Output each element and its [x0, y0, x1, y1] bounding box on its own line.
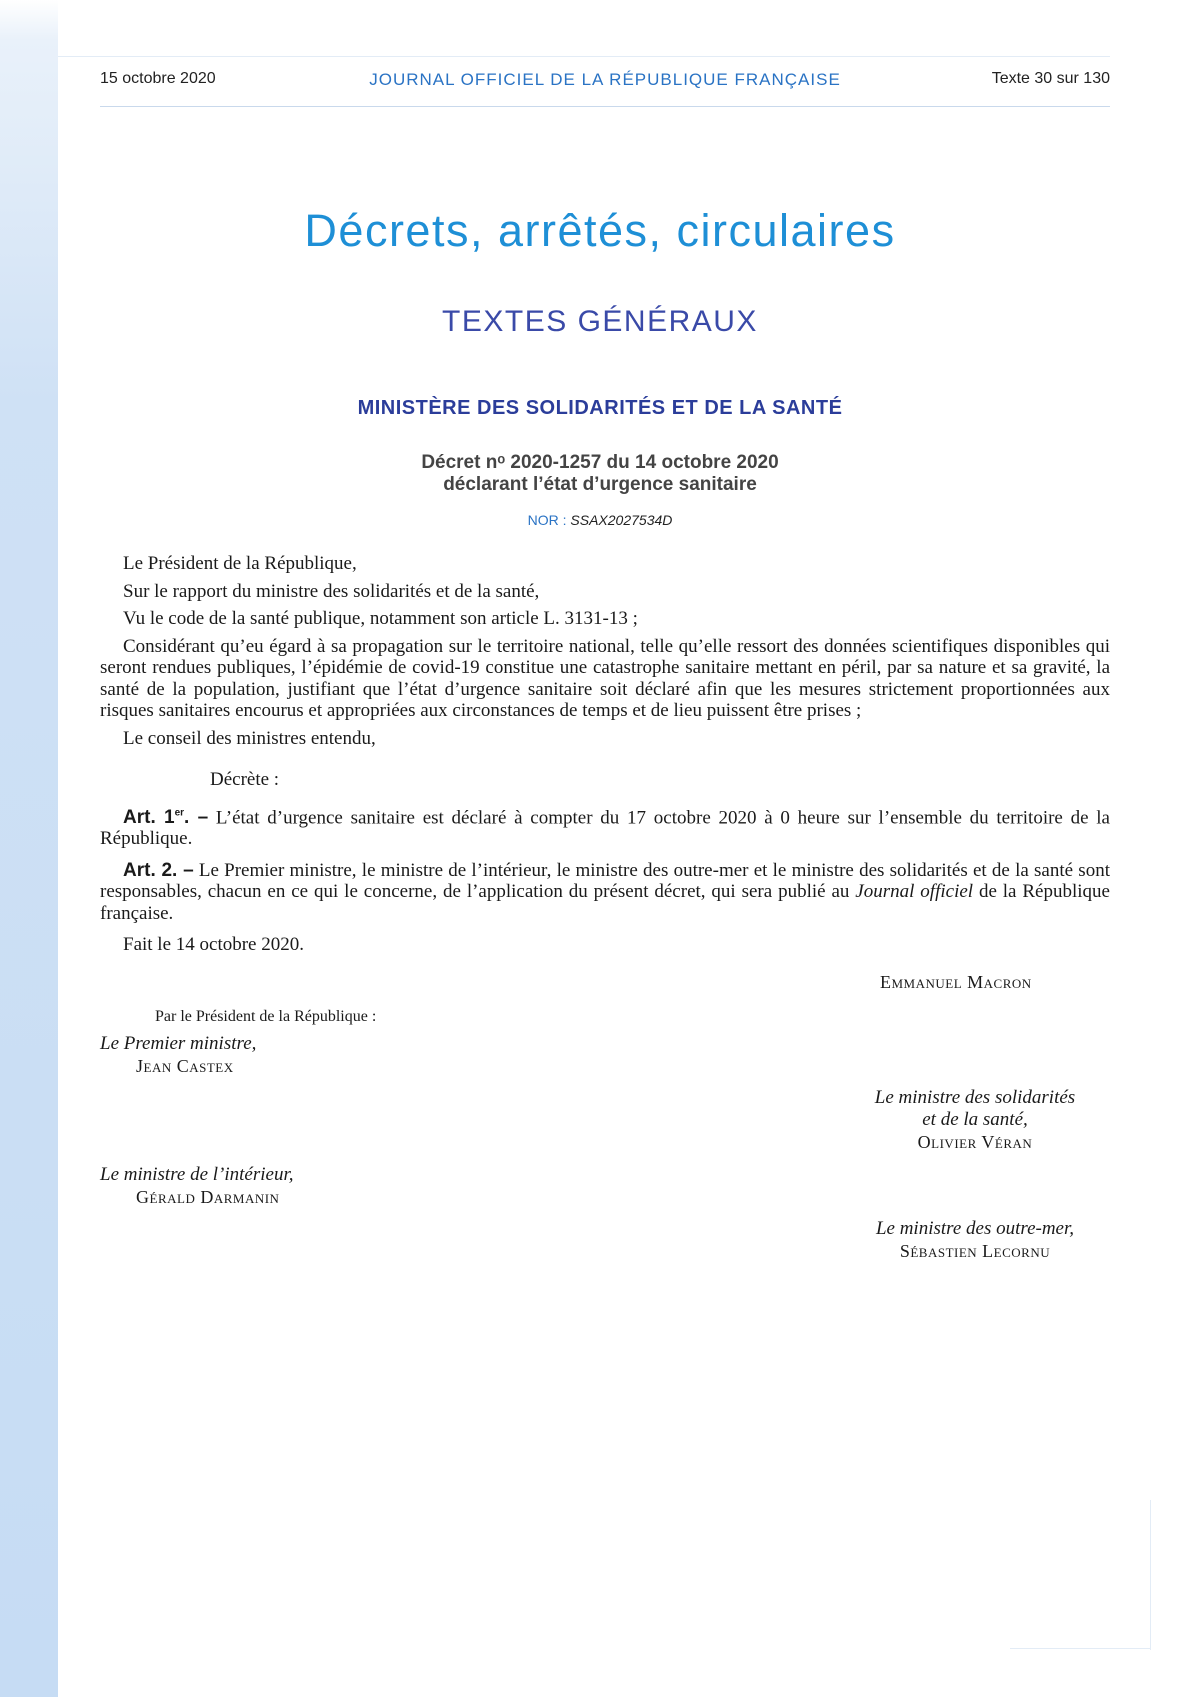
signature-ministre-sante: [840, 1087, 1110, 1153]
ministre-sante-role-2: et de la santé,: [922, 1109, 1028, 1130]
nor-reference: [0, 512, 1200, 528]
header-journal-title: JOURNAL OFFICIEL DE LA RÉPUBLIQUE FRANÇAISE: [369, 70, 841, 89]
signature-premier-ministre: [100, 1033, 256, 1077]
page-frame-top: [58, 56, 1110, 57]
article-2-text-before: Le Premier ministre, le ministre de l’intérieur, le ministre des outre-mer et le ministre des solidarités et de la santé sont responsables, chacun en ce qui le concerne, de l’application du présent décret, qui sera publié au: [100, 859, 1110, 903]
header-divider: [100, 106, 1110, 107]
article-2: [100, 860, 1110, 925]
main-title: Décrets, arrêtés, circulaires: [304, 205, 896, 256]
header-text-number: Texte 30 sur 130: [991, 70, 1110, 87]
article-2-text-after: de la République française.: [100, 881, 1110, 924]
premier-ministre-name: Jean Castex: [136, 1056, 234, 1076]
nor-label: NOR :: [527, 512, 567, 528]
visa-president: Le Président de la République,: [123, 553, 357, 574]
decree-title-line-2: déclarant l’état d’urgence sanitaire: [443, 474, 757, 495]
page-frame-right: [1150, 1500, 1151, 1650]
ministre-outre-mer-name: Sébastien Lecornu: [899, 1241, 1051, 1261]
ministry-name: MINISTÈRE DES SOLIDARITÉS ET DE LA SANTÉ: [357, 397, 843, 419]
page-header: [100, 70, 1110, 92]
header-date: 15 octobre 2020: [100, 70, 216, 87]
section-title: TEXTES GÉNÉRAUX: [442, 305, 758, 338]
article-1-sup: er: [174, 807, 185, 819]
visa-code: Vu le code de la santé publique, notamment son article L. 3131-13 ;: [123, 608, 638, 629]
decrete-label: Décrète :: [210, 769, 280, 790]
ministre-sante-role-1: Le ministre des solidarités: [874, 1087, 1076, 1108]
par-le-president: Par le Président de la République :: [155, 1008, 377, 1025]
considerant-paragraph: Considérant qu’eu égard à sa propagation sur le territoire national, telle qu’elle ressort des données scientifiques disponibles qui seront rendues publiques, l’épidémie de covid-19 constitue une catastrophe sanitaire mettant en péril, par sa nature et sa gravité, la santé de la population, justifiant que l’état d’urgence sanitaire soit déclaré afin que les mesures strictement proportionnées aux risques sanitaires encourus et appropriées aux circonstances de temps et de lieu puissent être prises ;: [100, 635, 1110, 721]
visa-rapport: Sur le rapport du ministre des solidarités et de la santé,: [123, 580, 540, 602]
visa-conseil: Le conseil des ministres entendu,: [123, 727, 376, 749]
article-1-number: Art. 1: [123, 806, 175, 828]
ministre-interieur-role: Le ministre de l’intérieur,: [100, 1164, 294, 1185]
signature-ministre-interieur: [100, 1164, 294, 1208]
fait-le: Fait le 14 octobre 2020.: [123, 934, 304, 956]
article-2-label: Art. 2. –: [123, 859, 194, 881]
decree-title: [0, 452, 1200, 496]
signature-president: Emmanuel Macron: [880, 972, 1032, 992]
article-1: [100, 803, 1110, 850]
nor-code: SSAX2027534D: [570, 512, 673, 528]
ministre-interieur-name: Gérald Darmanin: [136, 1187, 280, 1207]
page-frame-bottom: [1010, 1648, 1150, 1649]
article-1-text: L’état d’urgence sanitaire est déclaré à compter du 17 octobre 2020 à 0 heure sur l’ensemble du territoire de la République.: [100, 806, 1110, 850]
article-2-journal-officiel: Journal officiel: [855, 881, 974, 903]
decree-title-line-1: Décret nᵒ 2020-1257 du 14 octobre 2020: [421, 452, 779, 473]
ministre-sante-name: Olivier Véran: [917, 1132, 1033, 1152]
signature-ministre-outre-mer: [840, 1218, 1110, 1262]
premier-ministre-role: Le Premier ministre,: [100, 1033, 257, 1054]
ministre-outre-mer-role: Le ministre des outre-mer,: [875, 1218, 1075, 1239]
article-1-label: [123, 807, 208, 828]
article-1-dash: . –: [184, 806, 209, 828]
decree-body: [100, 553, 1110, 962]
